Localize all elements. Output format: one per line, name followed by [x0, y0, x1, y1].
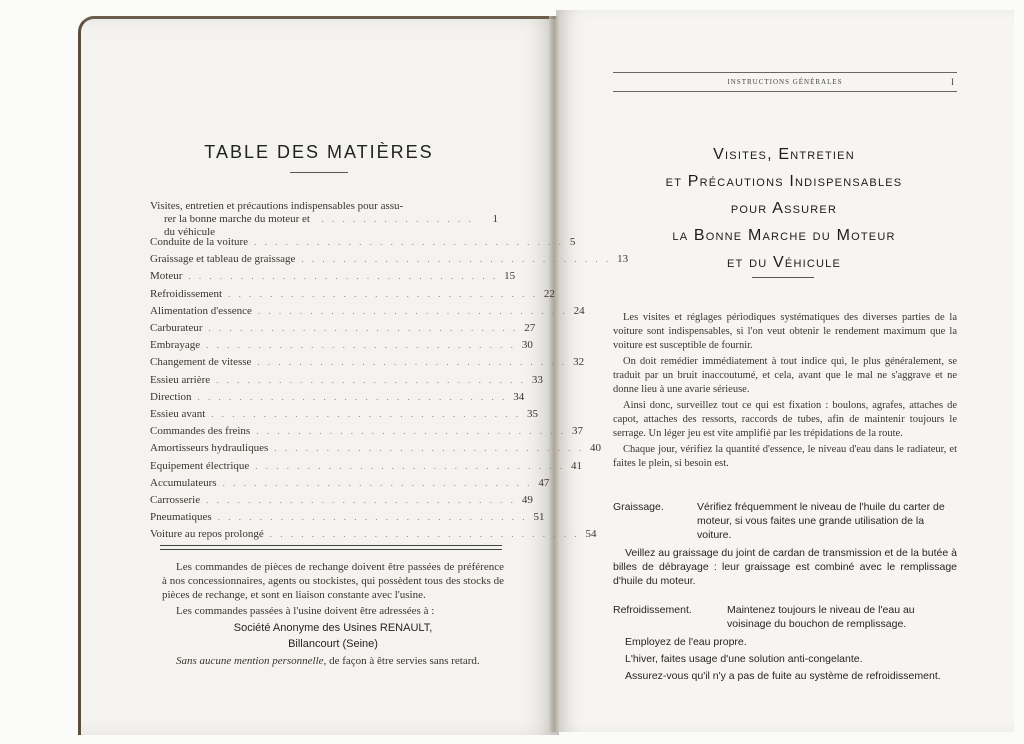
toc-entry-label: Direction [150, 390, 192, 403]
toc-entry [150, 236, 576, 252]
intro-paragraph: Chaque jour, vérifiez la quantité d'essence, le niveau d'eau dans le radiateur, et faites le plein, si besoin est. [613, 444, 957, 469]
toc-entry-label: Accumulateurs [150, 476, 217, 489]
toc-entry [150, 322, 536, 338]
leader-dots: . . . . . . . . . . . . . . . . . . . . . . . . . . . . . . [257, 305, 568, 316]
toc-entry-label: Alimentation d'essence [150, 304, 252, 317]
toc-entry [150, 270, 516, 286]
title-line: et du Véhicule [727, 254, 841, 271]
note-company: Société Anonyme des Usines RENAULT, [233, 622, 433, 634]
toc-entry-label: Graissage et tableau de graissage [150, 253, 296, 266]
title-line: et Précautions Indispensables [665, 173, 903, 190]
toc-page-number: 35 [527, 408, 539, 420]
toc-entry [150, 459, 583, 476]
toc-entry [150, 287, 555, 304]
leader-dots: . . . . . . . . . . . . . . . [321, 214, 474, 224]
section-label: Refroidissement. [613, 604, 692, 616]
toc-entry-label: Refroidissement [150, 287, 223, 300]
toc-entry [150, 442, 601, 458]
section-graissage [613, 500, 957, 588]
double-rule-divider [160, 545, 502, 550]
toc-page-number: 41 [571, 459, 583, 472]
toc-entry-first [150, 200, 498, 239]
section-line: L'hiver, faites usage d'une solution anti-congelante. [625, 653, 863, 665]
toc-entry-label: Essieu arrière [150, 373, 211, 386]
toc-page-number: 34 [513, 390, 525, 403]
toc-entry [150, 425, 583, 441]
toc-entry-label: Carrosserie [150, 494, 201, 506]
leader-dots: . . . . . . . . . . . . . . . . . . . . . . . . . . . . . . [188, 271, 499, 282]
section-line: Employez de l'eau propre. [625, 636, 747, 648]
toc-entry-label: Embrayage [150, 339, 201, 352]
leader-dots: . . . . . . . . . . . . . . . . . . . . . . . . . . . . . . [254, 237, 564, 247]
intro-text [613, 311, 957, 473]
toc-entry-label: Amortisseurs hydrauliques [150, 442, 269, 455]
toc-page-number: 40 [589, 442, 601, 455]
toc-entry [150, 511, 545, 527]
leader-dots: . . . . . . . . . . . . . . . . . . . . . . . . . . . . . . [274, 443, 584, 454]
leader-dots: . . . . . . . . . . . . . . . . . . . . . . . . . . . . . . [257, 357, 568, 368]
leader-dots: . . . . . . . . . . . . . . . . . . . . . . . . . . . . . . [197, 391, 508, 402]
header-page-number: I [951, 77, 955, 87]
toc-page-number: 27 [524, 322, 536, 334]
section-label: Graissage. [613, 501, 664, 513]
toc-entry-label: Essieu avant [150, 408, 206, 420]
toc-entry [150, 408, 539, 424]
toc-entry-first-line1: Visites, entretien et précautions indispensables pour assu- [150, 200, 404, 212]
toc-page-number: 32 [573, 356, 585, 369]
title-line: pour Assurer [730, 200, 838, 217]
leader-dots: . . . . . . . . . . . . . . . . . . . . . . . . . . . . . . [206, 495, 516, 505]
leader-dots: . . . . . . . . . . . . . . . . . . . . . . . . . . . . . . [206, 340, 516, 351]
intro-paragraph: Les visites et réglages périodiques systématiques des diverses parties de la voiture sont indispensables, si l'on veut obtenir le rendement maximum que la voiture est susceptible de fournir. [613, 312, 957, 351]
toc-entry-label: Changement de vitesse [150, 356, 252, 369]
section-paragraph: Veillez au graissage du joint de cardan de transmission et de la butée à billes de débrayage : leur graissage est combiné avec le remplissage d'huile du moteur. [613, 547, 957, 587]
section-text: Vérifiez fréquemment le niveau de l'huile du carter de moteur, si vous faites une grande utilisation de la voiture. [697, 501, 945, 541]
note-italic: Sans aucune mention personnelle, [176, 655, 327, 667]
toc-page-number: 22 [543, 287, 555, 300]
note-paragraph-2: Les commandes passées à l'usine doivent être adressées à : [176, 605, 435, 617]
toc-page-number: 51 [533, 511, 545, 524]
leader-dots: . . . . . . . . . . . . . . . . . . . . . . . . . . . . . . [222, 477, 533, 488]
leader-dots: . . . . . . . . . . . . . . . . . . . . . . . . . . . . . . [228, 288, 538, 299]
toc-page-number: 47 [538, 476, 550, 489]
running-header [613, 72, 957, 92]
chapter-title-rule [752, 277, 814, 278]
section-text: Maintenez toujours le niveau de l'eau au voisinage du bouchon de remplissage. [727, 604, 915, 630]
toc-entry-label: Carburateur [150, 322, 203, 334]
note-city: Billancourt (Seine) [288, 638, 378, 650]
leader-dots: . . . . . . . . . . . . . . . . . . . . . . . . . . . . . . [301, 254, 612, 265]
leader-dots: . . . . . . . . . . . . . . . . . . . . . . . . . . . . . . [256, 426, 566, 437]
toc-title: TABLE DES MATIÈRES [204, 142, 434, 162]
toc-entry-label: Equipement électrique [150, 459, 250, 472]
toc-page-number: 1 [492, 213, 498, 225]
note-paragraph-1: Les commandes de pièces de rechange doivent être passées de préférence à nos concessionnaires, agents ou stockistes, qui possèdent tous des stocks de pièces de rechange, et sont en liaison constante avec l'usine. [162, 561, 504, 601]
toc-page-number: 5 [569, 236, 576, 248]
toc-entry-label: Commandes des freins [150, 425, 251, 438]
toc-entry-label: Pneumatiques [150, 511, 212, 524]
toc-entry-label: Conduite de la voiture [150, 236, 249, 248]
toc-page-number: 24 [573, 304, 585, 317]
leader-dots: . . . . . . . . . . . . . . . . . . . . . . . . . . . . . . [255, 460, 566, 471]
book-gutter [549, 16, 559, 732]
toc-entry [150, 390, 525, 407]
toc-entry-label: Voiture au repos prolongé [150, 528, 264, 541]
toc-entry [150, 304, 585, 321]
toc-entry [150, 373, 543, 390]
toc-page-number: 30 [521, 339, 533, 352]
toc-entry [150, 528, 597, 544]
toc-page-number: 13 [617, 253, 629, 266]
toc-page-number: 54 [585, 528, 597, 541]
toc-entry-label: Moteur [150, 270, 183, 283]
toc-page-number: 33 [531, 373, 543, 386]
section-refroidissement [613, 603, 957, 683]
intro-paragraph: On doit remédier immédiatement à tout indice qui, le plus généralement, se traduit par un bruit inaccoutumé, et cela, avant que le mal ne s'aggrave et ne donne lieu à une avarie sérieuse. [613, 356, 957, 395]
toc-entry [150, 494, 533, 510]
title-line: Visites, Entretien [713, 146, 855, 163]
header-title: INSTRUCTIONS GÉNÉRALES [727, 78, 843, 86]
section-line: Assurez-vous qu'il n'y a pas de fuite au système de refroidissement. [625, 670, 941, 682]
title-rule [290, 172, 348, 173]
chapter-title [596, 141, 972, 276]
toc-page-number: 15 [504, 270, 516, 283]
toc-entry [150, 339, 533, 355]
ordering-note [162, 560, 504, 668]
note-rest: de façon à être servies sans retard. [326, 655, 480, 667]
toc-entry [150, 253, 629, 269]
toc-entry [150, 476, 550, 493]
leader-dots: . . . . . . . . . . . . . . . . . . . . . . . . . . . . . . [216, 374, 526, 385]
leader-dots: . . . . . . . . . . . . . . . . . . . . . . . . . . . . . . [208, 323, 519, 333]
leader-dots: . . . . . . . . . . . . . . . . . . . . . . . . . . . . . . [211, 409, 522, 419]
toc-page-number: 49 [521, 494, 533, 506]
leader-dots: . . . . . . . . . . . . . . . . . . . . . . . . . . . . . . [269, 529, 580, 540]
note-paragraph-3 [162, 654, 504, 668]
intro-paragraph: Ainsi donc, surveillez tout ce qui est fixation : boulons, agrafes, attaches de capot, attaches des ressorts, raccords de tubes, afin de maintenir toujours le serrage. Un léger jeu est vite amplifié par les trépidations de la route. [613, 400, 957, 439]
leader-dots: . . . . . . . . . . . . . . . . . . . . . . . . . . . . . . [217, 512, 528, 523]
toc-page-number: 37 [571, 425, 583, 438]
title-line: la Bonne Marche du Moteur [672, 227, 896, 244]
toc-entry [150, 356, 585, 372]
toc-entry-first-line2: rer la bonne marche du moteur et du véhicule [164, 213, 310, 238]
